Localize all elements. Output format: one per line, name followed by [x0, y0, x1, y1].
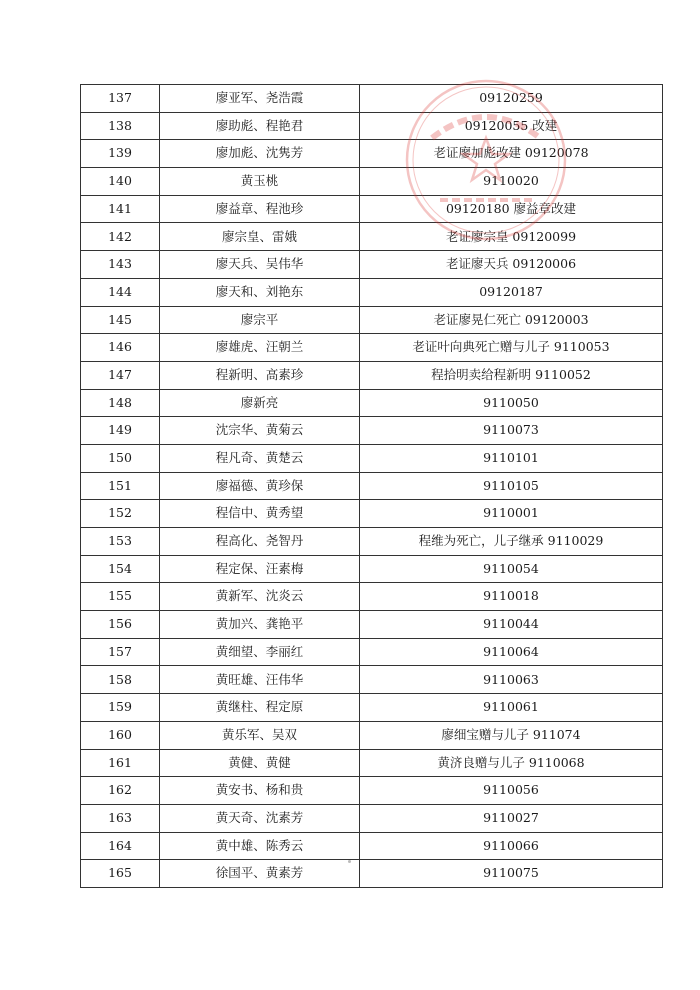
row-note: 9110063 [360, 666, 663, 694]
register-table [80, 84, 663, 888]
row-number: 148 [81, 389, 160, 417]
row-note: 老证廖宗皇 09120099 [360, 223, 663, 251]
row-number: 152 [81, 500, 160, 528]
row-number: 161 [81, 749, 160, 777]
row-note: 程拾明卖给程新明 9110052 [360, 361, 663, 389]
table-row [81, 721, 663, 749]
row-names: 黄天奇、沈素芳 [160, 804, 360, 832]
table-row [81, 278, 663, 306]
table-row [81, 251, 663, 279]
scan-speck [348, 860, 351, 863]
row-note: 老证廖天兵 09120006 [360, 251, 663, 279]
table-row [81, 694, 663, 722]
row-number: 146 [81, 334, 160, 362]
row-names: 廖福德、黄珍保 [160, 472, 360, 500]
table-row [81, 306, 663, 334]
row-names: 黄中雄、陈秀云 [160, 832, 360, 860]
row-note: 9110020 [360, 168, 663, 196]
row-note: 9110001 [360, 500, 663, 528]
row-note: 9110066 [360, 832, 663, 860]
row-number: 153 [81, 528, 160, 556]
row-names: 廖亚军、尧浩霞 [160, 85, 360, 113]
table-row [81, 417, 663, 445]
row-note: 老证叶向典死亡赠与儿子 9110053 [360, 334, 663, 362]
row-number: 162 [81, 777, 160, 805]
row-note: 09120187 [360, 278, 663, 306]
row-names: 程新明、高素珍 [160, 361, 360, 389]
row-note: 程维为死亡，儿子继承 9110029 [360, 528, 663, 556]
row-names: 廖宗皇、雷娥 [160, 223, 360, 251]
table-row [81, 389, 663, 417]
row-names: 廖加彪、沈隽芳 [160, 140, 360, 168]
table-row [81, 361, 663, 389]
row-names: 黄乐军、吴双 [160, 721, 360, 749]
table-row [81, 804, 663, 832]
row-note: 09120055 改建 [360, 112, 663, 140]
table-row [81, 638, 663, 666]
row-note: 9110056 [360, 777, 663, 805]
table-row [81, 195, 663, 223]
row-number: 144 [81, 278, 160, 306]
row-number: 154 [81, 555, 160, 583]
row-note: 9110073 [360, 417, 663, 445]
row-number: 151 [81, 472, 160, 500]
row-names: 沈宗华、黄菊云 [160, 417, 360, 445]
table-row [81, 140, 663, 168]
row-number: 140 [81, 168, 160, 196]
table-row [81, 168, 663, 196]
row-number: 147 [81, 361, 160, 389]
row-note: 09120259 [360, 85, 663, 113]
row-number: 159 [81, 694, 160, 722]
row-names: 黄玉桃 [160, 168, 360, 196]
table-row [81, 583, 663, 611]
row-names: 廖天和、刘艳东 [160, 278, 360, 306]
row-note: 黄济良赠与儿子 9110068 [360, 749, 663, 777]
row-names: 徐国平、黄素芳 [160, 860, 360, 888]
row-names: 黄继柱、程定原 [160, 694, 360, 722]
register-table-body [81, 85, 663, 888]
row-names: 廖天兵、吴伟华 [160, 251, 360, 279]
row-names: 廖新亮 [160, 389, 360, 417]
row-names: 廖宗平 [160, 306, 360, 334]
row-note: 9110075 [360, 860, 663, 888]
row-note: 老证廖晃仁死亡 09120003 [360, 306, 663, 334]
row-note: 廖细宝赠与儿子 911074 [360, 721, 663, 749]
row-names: 黄细望、李丽红 [160, 638, 360, 666]
table-row [81, 611, 663, 639]
row-note: 9110054 [360, 555, 663, 583]
table-row [81, 749, 663, 777]
row-number: 139 [81, 140, 160, 168]
table-row [81, 777, 663, 805]
row-names: 黄新军、沈炎云 [160, 583, 360, 611]
row-number: 165 [81, 860, 160, 888]
table-row [81, 500, 663, 528]
row-note: 9110018 [360, 583, 663, 611]
table-row [81, 472, 663, 500]
row-note: 9110027 [360, 804, 663, 832]
table-row [81, 528, 663, 556]
row-names: 黄安书、杨和贵 [160, 777, 360, 805]
row-number: 164 [81, 832, 160, 860]
table-row [81, 666, 663, 694]
table-row [81, 832, 663, 860]
row-note: 老证廖加彪改建 09120078 [360, 140, 663, 168]
row-note: 9110061 [360, 694, 663, 722]
row-number: 143 [81, 251, 160, 279]
table-row [81, 112, 663, 140]
row-note: 9110064 [360, 638, 663, 666]
row-number: 163 [81, 804, 160, 832]
table-row [81, 860, 663, 888]
row-names: 程定保、汪素梅 [160, 555, 360, 583]
row-number: 155 [81, 583, 160, 611]
row-number: 158 [81, 666, 160, 694]
row-note: 9110101 [360, 444, 663, 472]
row-names: 黄健、黄健 [160, 749, 360, 777]
row-number: 150 [81, 444, 160, 472]
row-number: 145 [81, 306, 160, 334]
table-row [81, 555, 663, 583]
row-note: 09120180 廖益章改建 [360, 195, 663, 223]
row-number: 149 [81, 417, 160, 445]
row-number: 141 [81, 195, 160, 223]
row-names: 廖助彪、程艳君 [160, 112, 360, 140]
row-number: 138 [81, 112, 160, 140]
row-names: 黄加兴、龚艳平 [160, 611, 360, 639]
row-names: 廖益章、程池珍 [160, 195, 360, 223]
table-row [81, 223, 663, 251]
row-number: 160 [81, 721, 160, 749]
row-names: 程凡奇、黄楚云 [160, 444, 360, 472]
table-row [81, 444, 663, 472]
row-number: 137 [81, 85, 160, 113]
row-names: 黄旺雄、汪伟华 [160, 666, 360, 694]
row-number: 156 [81, 611, 160, 639]
row-number: 142 [81, 223, 160, 251]
row-names: 程高化、尧智丹 [160, 528, 360, 556]
table-row [81, 334, 663, 362]
row-note: 9110105 [360, 472, 663, 500]
table-row [81, 85, 663, 113]
row-note: 9110050 [360, 389, 663, 417]
row-note: 9110044 [360, 611, 663, 639]
row-number: 157 [81, 638, 160, 666]
row-names: 廖雄虎、汪朝兰 [160, 334, 360, 362]
row-names: 程信中、黄秀望 [160, 500, 360, 528]
